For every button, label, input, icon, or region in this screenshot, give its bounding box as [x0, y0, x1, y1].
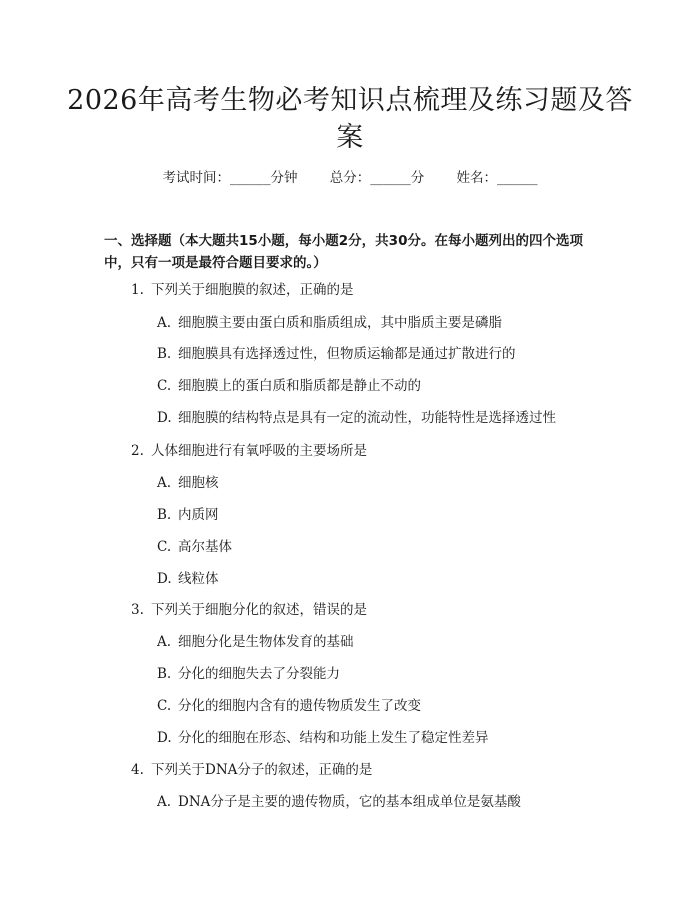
exam-time-field: 考试时间：______分钟 — [162, 170, 298, 186]
option-letter: B. — [157, 666, 172, 682]
question-2-option-a — [157, 473, 219, 493]
option-text: 细胞分化是生物体发育的基础 — [178, 634, 354, 650]
question-1-option-c — [157, 376, 421, 396]
question-3 — [131, 600, 367, 620]
option-letter: D. — [157, 571, 172, 587]
question-stem: 人体细胞进行有氧呼吸的主要场所是 — [151, 443, 367, 459]
question-number: 2. — [131, 443, 144, 459]
question-1-option-d — [157, 408, 556, 428]
section-heading: 一、选择题（本大题共15小题，每小题2分，共30分。在每小题列出的四个选项中，只有一项是最符合题目要求的。） — [104, 233, 583, 271]
option-text: 细胞膜具有选择透过性，但物质运输都是通过扩散进行的 — [178, 346, 516, 362]
option-text: 细胞膜上的蛋白质和脂质都是静止不动的 — [178, 378, 421, 394]
option-letter: A. — [157, 315, 172, 331]
option-text: DNA分子是主要的遗传物质，它的基本组成单位是氨基酸 — [178, 794, 521, 810]
question-1 — [131, 280, 354, 300]
question-3-option-a — [157, 632, 354, 652]
option-letter: B. — [157, 507, 172, 523]
option-letter: C. — [157, 378, 172, 394]
option-text: 内质网 — [178, 507, 219, 523]
question-3-option-b — [157, 664, 340, 684]
question-stem: 下列关于DNA分子的叙述，正确的是 — [151, 762, 373, 778]
question-number: 1. — [131, 282, 144, 298]
option-letter: C. — [157, 539, 172, 555]
option-text: 高尔基体 — [178, 539, 232, 555]
question-number: 4. — [131, 762, 144, 778]
question-3-option-d — [157, 728, 489, 748]
question-2 — [131, 441, 367, 461]
option-text: 细胞核 — [178, 475, 219, 491]
total-score-field: 总分：______分 — [329, 170, 425, 186]
question-4-option-a — [157, 792, 521, 812]
option-letter: D. — [157, 730, 172, 746]
question-3-option-c — [157, 696, 421, 716]
question-number: 3. — [131, 602, 144, 618]
option-text: 分化的细胞在形态、结构和功能上发生了稳定性差异 — [178, 730, 489, 746]
option-text: 线粒体 — [178, 571, 219, 587]
option-text: 细胞膜的结构特点是具有一定的流动性，功能特性是选择透过性 — [178, 410, 556, 426]
question-4 — [131, 760, 372, 780]
student-name-field: 姓名：______ — [456, 170, 538, 186]
option-letter: A. — [157, 794, 172, 810]
option-letter: A. — [157, 475, 172, 491]
option-letter: D. — [157, 410, 172, 426]
question-stem: 下列关于细胞分化的叙述，错误的是 — [151, 602, 367, 618]
option-text: 细胞膜主要由蛋白质和脂质组成，其中脂质主要是磷脂 — [178, 315, 502, 331]
page-title: 2026年高考生物必考知识点梳理及练习题及答案 — [67, 85, 633, 153]
question-1-option-a — [157, 313, 502, 333]
question-1-option-b — [157, 344, 516, 364]
question-2-option-b — [157, 505, 219, 525]
option-text: 分化的细胞失去了分裂能力 — [178, 666, 340, 682]
option-text: 分化的细胞内含有的遗传物质发生了改变 — [178, 698, 421, 714]
option-letter: B. — [157, 346, 172, 362]
option-letter: C. — [157, 698, 172, 714]
question-stem: 下列关于细胞膜的叙述，正确的是 — [151, 282, 354, 298]
option-letter: A. — [157, 634, 172, 650]
question-2-option-c — [157, 537, 232, 557]
question-2-option-d — [157, 569, 219, 589]
exam-info-line — [0, 168, 700, 188]
